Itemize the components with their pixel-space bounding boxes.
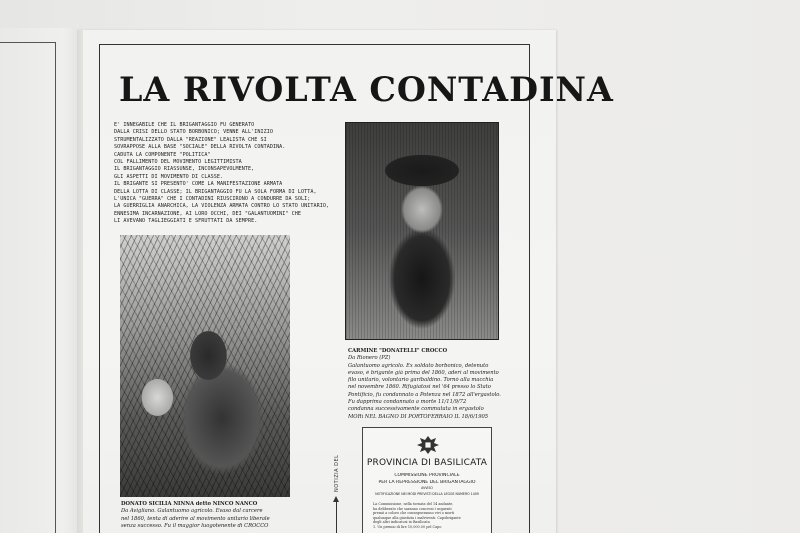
intro-text-line: IL BRIGANTAGGIO RIASSUNSE, INCONSAPEVOLMENTE, <box>114 166 255 173</box>
caption-brigand-name: DONATO SICILIA NINNA detto NINCO NANCO <box>121 501 258 507</box>
document-subtitle-3: AVVISO <box>421 486 433 490</box>
portrait-photo-crocco <box>345 122 499 340</box>
intro-text-line: LI AVEVANO TAGLIEGGIATI E SFRUTTATI DA SEMPRE. <box>114 218 258 225</box>
document-subtitle-1: COMMISSIONE PROVINCIALE <box>394 473 460 478</box>
photo-dead-brigand <box>120 235 290 497</box>
caption-crocco-line: Da Rionero (PZ) <box>348 355 391 362</box>
arrow-line <box>336 500 337 533</box>
document-body-line: degli altri indicatosi in Basilicata <box>373 520 430 525</box>
caption-crocco <box>348 348 508 421</box>
caption-crocco-line: evaso, è brigante già prima del 1860, aderì al movimento <box>348 369 499 376</box>
caption-crocco-line: filo unitario, volontario garibaldino. Tornò alla macchia <box>348 377 494 384</box>
caption-crocco-line: Galantuomo agricolo. Ex soldato borbonico, detenuto <box>348 362 489 369</box>
caption-brigand-line: senza successo. Fu il maggior luogotenente di CROCCO <box>121 522 269 529</box>
caption-crocco-line: MORì NEL BAGNO DI PORTOFERRAIO IL 18/6/1905 <box>348 413 489 420</box>
document-body-line: ha deliberato che saranno concessi i seguenti <box>373 506 452 511</box>
intro-text-line: GLI ASPETTI DI MOVIMENTO DI CLASSE. <box>114 173 224 180</box>
document-body-line: qualunque alla giustizia i malviventi. Capobrigante <box>373 515 461 520</box>
intro-text-line: STRUMENTALIZZATO DALLA "REAZIONE" LEALISTA CHE SI <box>114 136 267 143</box>
previous-page-frame <box>0 42 56 533</box>
intro-text-line: DELLA LOTTA DI CLASSE; IL BRIGANTAGGIO FU LA SOLA FORMA DI LOTTA, <box>114 188 317 195</box>
intro-text-line: DALLA CRISI DELLO STATO BORBONICO; VENNE ALL'INIZIO <box>114 129 273 136</box>
intro-text-line: E' INNEGABILE CHE IL BRIGANTAGGIO FU GENERATO <box>114 122 255 128</box>
intro-text-line: LA GUERRIGLIA ANARCHICA, LA VIOLENZA ARMATA CONTRO LO STATO UNITARIO, <box>114 203 330 210</box>
intro-text-line: L'UNICA "GUERRA" CHE I CONTADINI RIUSCIRONO A CONDURRE DA SOLI; <box>114 196 311 203</box>
caption-crocco-line: nel novembre 1860. Rifugiatosi nel '64 presso lo Stato <box>348 384 491 391</box>
document-body-line: 1. Un premio di lire 10,000.00 pel Capo <box>373 524 442 529</box>
caption-crocco-line: condanna successivamente commutata in ergastolo <box>348 406 484 413</box>
intro-text-line: CADUTA LA COMPONENTE "POLITICA" <box>114 151 211 158</box>
proclamation-document <box>362 427 492 533</box>
previous-page <box>0 28 82 533</box>
document-body <box>373 502 483 530</box>
caption-crocco-line: Pontificio, fu condannato a Potenza nel 1872 all'ergastolo. <box>348 391 501 398</box>
caption-crocco-line: Fu dapprima condannato a morte 11/11/9/72 <box>348 399 467 406</box>
side-label: NOTIZIA DEL <box>334 454 340 492</box>
document-title: PROVINCIA DI BASILICATA <box>366 458 488 468</box>
page-title: LA RIVOLTA CONTADINA <box>119 70 614 110</box>
caption-crocco-name: CARMINE "DONATELLI" CROCCO <box>348 348 448 354</box>
document-subtitle-2: PER LA REPRESSIONE DEL BRIGANTAGGIO <box>378 480 476 485</box>
caption-brigand <box>121 501 311 530</box>
document-subtitle-4: NOTIFICAZIONE NEI MODI PREVISTI DELLA LEGGE NUMERO 1409 <box>375 492 479 496</box>
intro-text-line: SOVRAPPOSE ALLA BASE "SOCIALE" DELLA RIVOLTA CONTADINA. <box>114 144 286 151</box>
intro-text-line: COL FALLIMENTO DEL MOVIMENTO LEGITTIMISTA <box>114 159 242 166</box>
coat-of-arms-icon <box>415 434 441 456</box>
document-body-line: premii a coloro che consegneranno vivi o morti <box>373 511 455 516</box>
intro-text-line: IL BRIGANTE SI PRESENTO' COME LA MANIFESTAZIONE ARMATA <box>114 181 283 188</box>
intro-text <box>114 122 344 226</box>
caption-brigand-line: nel 1860, tenta di aderire al movimento unitario liberale <box>121 515 270 522</box>
caption-brigand-line: Da Avigliano. Galantuomo agricolo. Evaso dal carcere <box>121 508 263 515</box>
magazine-page <box>83 30 614 533</box>
intro-text-line: ENNESIMA INCARNAZIONE, AI LORO OCCHI, DEI "GALANTUOMINI" CHE <box>114 210 302 217</box>
document-body-line: La Commissione, nella tornata del 14 andante, <box>373 502 454 506</box>
